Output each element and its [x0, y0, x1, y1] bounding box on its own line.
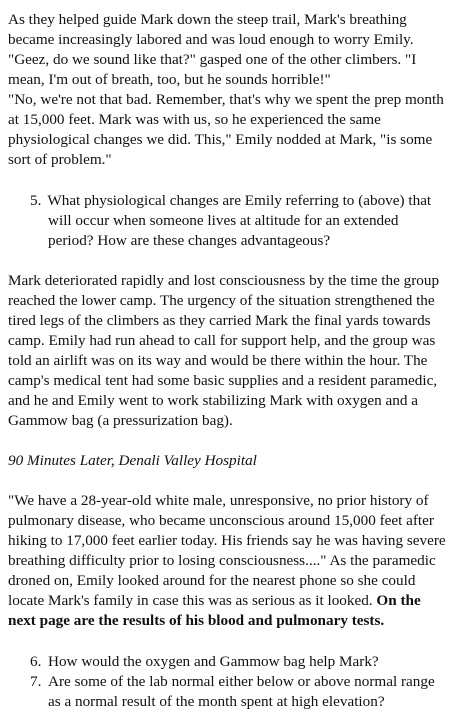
paragraph-1-part-a: As they helped guide Mark down the steep trail, Mark's breathing became increasingly labored and was loud enough to worry Emily. "Geez, do we sound like that?" gasped one of the other climbers. "I mean, I'm out of breath, too, but he sounds horrible!" — [8, 11, 417, 88]
question-7-text: Are some of the lab normal either below or above normal range as a normal result of the month spent at high elevation? — [48, 673, 435, 710]
paragraph-3-bold-text: On the next page are the results of his blood and pulmonary tests. — [8, 592, 421, 629]
paragraph-3-text: "We have a 28-year-old white male, unresponsive, no prior history of pulmonary disease, who became unconscious around 15,000 feet after hiking to 17,000 feet earlier today. His friends say he was having severe breathing difficulty prior to losing consciousness...." As the paramedic droned on, Emily looked around for the nearest phone so she could locate Mark's family in case this was as serious as it looked. — [8, 492, 446, 609]
question-7 — [30, 672, 449, 712]
question-5 — [8, 191, 449, 251]
section-heading: 90 Minutes Later, Denali Valley Hospital — [8, 452, 257, 469]
question-6 — [30, 652, 449, 672]
paragraph-1-part-b: "No, we're not that bad. Remember, that's why we spent the prep month at 15,000 feet. Mark was with us, so he experienced the same physiological changes we did. This," Emily nodded at Mark, "is some sort of problem." — [8, 91, 444, 168]
story-paragraph-2: Mark deteriorated rapidly and lost consciousness by the time the group reached the lower camp. The urgency of the situation strengthened the tired legs of the climbers as they carried Mark the final yards towards camp. Emily had run ahead to call for support help, and the group was told an airlift was on its way and would be there within the hour. The camp's medical tent had some basic supplies and a resident paramedic, and he and Emily went to work stabilizing Mark with oxygen and a Gammow bag (a pressurization bag). — [8, 272, 440, 429]
question-list — [8, 652, 449, 712]
story-paragraph-1 — [8, 10, 449, 170]
question-6-number: 6. — [30, 653, 42, 670]
question-5-number: 5. — [30, 192, 42, 209]
question-7-number: 7. — [30, 673, 42, 690]
question-5-text: What physiological changes are Emily referring to (above) that will occur when someone lives at altitude for an extended period? How are these changes advantageous? — [47, 192, 432, 249]
story-paragraph-3 — [8, 491, 449, 631]
question-5-body — [30, 191, 443, 251]
question-6-text: How would the oxygen and Gammow bag help Mark? — [48, 653, 379, 670]
